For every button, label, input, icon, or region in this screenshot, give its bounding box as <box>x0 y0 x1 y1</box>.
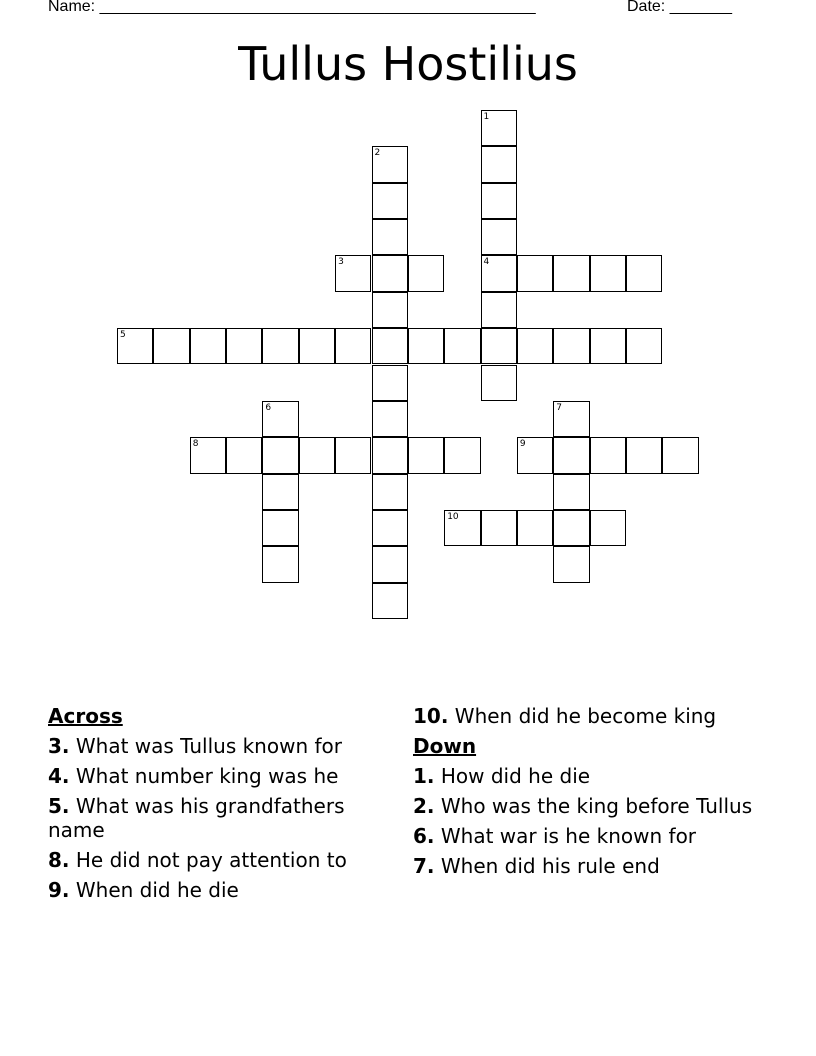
grid-cell[interactable] <box>408 437 444 473</box>
grid-cell[interactable] <box>590 328 626 364</box>
grid-cell[interactable] <box>372 437 408 473</box>
grid-cell[interactable] <box>481 510 517 546</box>
clue-number: 8. <box>48 848 70 872</box>
grid-cell[interactable] <box>299 328 335 364</box>
grid-cell[interactable] <box>590 437 626 473</box>
grid-cell[interactable] <box>262 474 298 510</box>
clue-across-3 <box>48 734 378 758</box>
grid-cell[interactable] <box>517 255 553 291</box>
clue-text: When did he die <box>75 878 239 902</box>
clue-across-10 <box>413 704 773 728</box>
grid-cell[interactable] <box>153 328 189 364</box>
grid-cell[interactable] <box>662 437 698 473</box>
clue-number: 5. <box>48 794 70 818</box>
cell-number: 6 <box>265 402 272 413</box>
cell-number: 4 <box>483 257 490 268</box>
grid-cell[interactable] <box>372 255 408 291</box>
grid-cell[interactable] <box>481 255 517 291</box>
grid-cell[interactable] <box>226 328 262 364</box>
cell-number: 10 <box>447 511 459 522</box>
clue-number: 4. <box>48 764 70 788</box>
grid-cell[interactable] <box>262 546 298 582</box>
clue-down-7 <box>413 854 773 878</box>
grid-cell[interactable] <box>335 328 371 364</box>
clues-column-left <box>48 704 378 908</box>
grid-cell[interactable] <box>372 546 408 582</box>
clue-text: How did he die <box>440 764 591 788</box>
clue-number: 6. <box>413 824 435 848</box>
grid-cell[interactable] <box>481 146 517 182</box>
clue-number: 10. <box>413 704 449 728</box>
grid-cell[interactable] <box>190 328 226 364</box>
clue-number: 1. <box>413 764 435 788</box>
grid-cell[interactable] <box>226 437 262 473</box>
across-heading: Across <box>48 704 123 728</box>
clue-text: What was his grandfathers name <box>48 794 345 842</box>
grid-cell[interactable] <box>262 328 298 364</box>
grid-cell[interactable] <box>372 328 408 364</box>
grid-cell[interactable] <box>553 437 589 473</box>
grid-cell[interactable] <box>553 546 589 582</box>
grid-cell[interactable] <box>481 365 517 401</box>
grid-cell[interactable] <box>517 510 553 546</box>
grid-cell[interactable] <box>626 328 662 364</box>
grid-cell[interactable] <box>262 437 298 473</box>
clue-number: 2. <box>413 794 435 818</box>
grid-cell[interactable] <box>626 437 662 473</box>
grid-cell[interactable] <box>481 328 517 364</box>
clue-across-4 <box>48 764 378 788</box>
clue-text: What war is he known for <box>440 824 697 848</box>
grid-cell[interactable] <box>372 401 408 437</box>
grid-cell[interactable] <box>335 255 371 291</box>
puzzle-title: Tullus Hostilius <box>238 37 578 91</box>
cell-number: 5 <box>120 330 126 341</box>
clue-down-1 <box>413 764 773 788</box>
down-heading: Down <box>413 734 477 758</box>
grid-cell[interactable] <box>481 292 517 328</box>
grid-cell[interactable] <box>626 255 662 291</box>
name-line[interactable]: Name: _________________________________________________ <box>48 0 536 15</box>
grid-cell[interactable] <box>481 219 517 255</box>
clue-text: Who was the king before Tullus <box>440 794 753 818</box>
grid-cell[interactable] <box>444 437 480 473</box>
grid-cell[interactable] <box>262 510 298 546</box>
cell-number: 1 <box>483 112 490 122</box>
grid-cell[interactable] <box>408 255 444 291</box>
grid-cell[interactable] <box>444 328 480 364</box>
grid-cell[interactable] <box>372 365 408 401</box>
grid-cell[interactable] <box>553 401 589 437</box>
clue-text: He did not pay attention to <box>75 848 347 872</box>
grid-cell[interactable] <box>517 437 553 473</box>
cell-number: 7 <box>556 402 562 413</box>
grid-cell[interactable] <box>553 255 589 291</box>
clue-down-6 <box>413 824 773 848</box>
grid-cell[interactable] <box>190 437 226 473</box>
clue-down-2 <box>413 794 773 818</box>
clue-number: 3. <box>48 734 70 758</box>
grid-cell[interactable] <box>553 474 589 510</box>
grid-cell[interactable] <box>372 510 408 546</box>
grid-cell[interactable] <box>372 183 408 219</box>
grid-cell[interactable] <box>553 510 589 546</box>
grid-cell[interactable] <box>553 328 589 364</box>
cell-number: 8 <box>192 439 199 450</box>
grid-cell[interactable] <box>590 255 626 291</box>
clue-across-8 <box>48 848 378 872</box>
grid-cell[interactable] <box>444 510 480 546</box>
clue-number: 9. <box>48 878 70 902</box>
date-line[interactable]: Date: _______ <box>627 0 732 15</box>
cell-number: 2 <box>374 148 381 159</box>
grid-cell[interactable] <box>372 474 408 510</box>
cell-number: 9 <box>519 439 526 450</box>
clue-across-5 <box>48 794 378 842</box>
clue-text: When did his rule end <box>440 854 660 878</box>
clue-text: When did he become king <box>454 704 717 728</box>
clues-column-right <box>413 704 773 884</box>
clue-across-9 <box>48 878 378 902</box>
grid-cell[interactable] <box>590 510 626 546</box>
grid-cell[interactable] <box>481 183 517 219</box>
grid-cell[interactable] <box>335 437 371 473</box>
grid-cell[interactable] <box>372 583 408 619</box>
clue-text: What number king was he <box>75 764 339 788</box>
grid-cell[interactable] <box>372 219 408 255</box>
grid-cell[interactable] <box>372 292 408 328</box>
clue-text: What was Tullus known for <box>75 734 342 758</box>
grid-cell[interactable] <box>408 328 444 364</box>
grid-cell[interactable] <box>517 328 553 364</box>
grid-cell[interactable] <box>117 328 153 364</box>
grid-cell[interactable] <box>481 110 517 146</box>
grid-cell[interactable] <box>262 401 298 437</box>
grid-cell[interactable] <box>299 437 335 473</box>
clue-number: 7. <box>413 854 435 878</box>
grid-cell[interactable] <box>372 146 408 182</box>
cell-number: 3 <box>338 257 344 268</box>
